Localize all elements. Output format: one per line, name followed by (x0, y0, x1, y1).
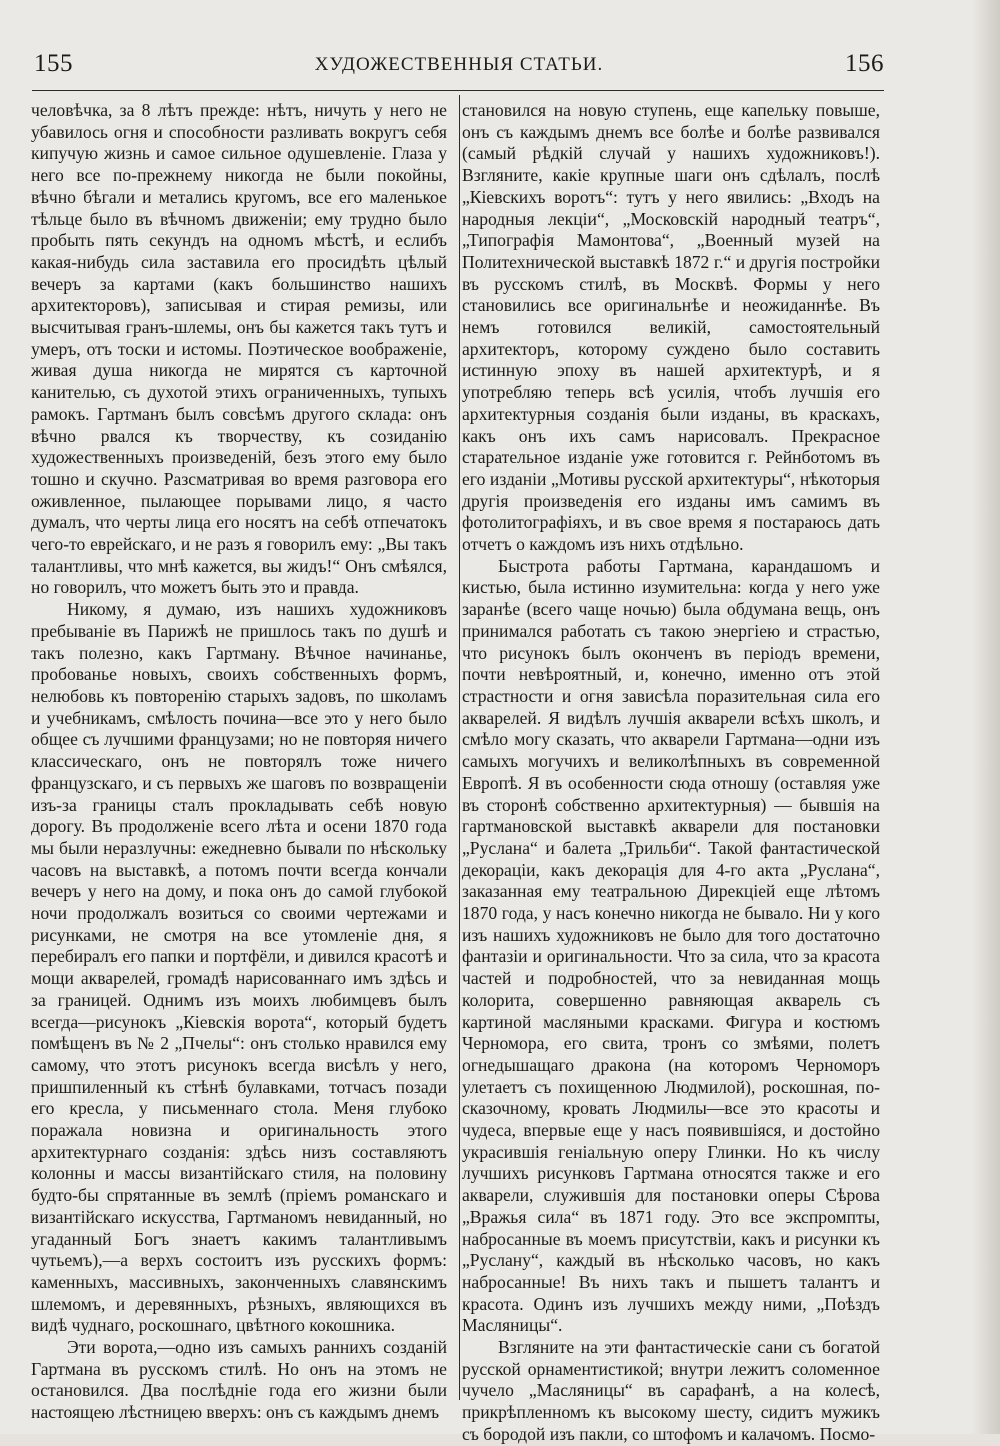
page-number-right: 156 (845, 50, 884, 77)
right-paragraph-3: Взгляните на эти фантастическіе сани съ богатой русской орнаментистикой; внутри лежитъ соломенное чучело „Масляницы“ въ сарафанѣ, а на колесѣ, прикрѣпленномъ къ высокому шесту, сидитъ мужикъ съ бородой изъ пакли, со штофомъ и калачомъ. Посмо- (462, 1337, 880, 1444)
column-divider (459, 95, 460, 1400)
right-paragraph-2: Быстрота работы Гартмана, карандашомъ и кистью, была истинно изумительна: когда у него уже заранѣе (всего чаще ночью) была обдумана вещь, онъ принимался работать съ такою энергіею и страстью, что рисунокъ былъ оконченъ въ періодъ времени, почти невѣроятный, и, конечно, именно отъ этой страстности и огня зависѣла поразительная сила его акварелей. Я видѣлъ лучшія акварели всѣхъ школъ, и смѣло могу сказать, что акварели Гартмана—одни изъ самыхъ могучихъ и великолѣпныхъ въ современной Европѣ. Я въ особенности сюда отношу (оставляя уже въ сторонѣ собственно архитектурныя) — бывшія на гартмановской выставкѣ акварели для постановки „Руслана“ и балета „Трильби“. Такой фантастической декораціи, какъ декорація для 4-го акта „Руслана“, заказанная ему театральною Дирекціей еще лѣтомъ 1870 года, у насъ конечно никогда не бывало. Ни у кого изъ нашихъ художниковъ не было для того достаточно фантазіи и оригинальности. Что за сила, что за красота частей и подробностей, что за невиданная мощь колорита, совершенно равняющая акварель съ картиной масляными красками. Фигура и костюмъ Черномора, его свита, тронъ со змѣями, полетъ огнедышащаго дракона (на которомъ Черноморъ улетаетъ съ похищенною Людмилой), роскошная, по-сказочному, кровать Людмилы—все это красоты и чудеса, впервые еще у насъ появившіяся, и достойно украсившія геніальную оперу Глинки. Но къ числу лучшихъ рисунковъ Гартмана относятся также и его акварели, служившія для постановки оперы Сѣрова „Вражья сила“ въ 1871 году. Это все экспромпты, набросанные въ моемъ присутствіи, какъ и рисунки къ „Руслану“, каждый въ нѣсколько часовъ, но какъ набросанные! Въ нихъ такъ и пышетъ талантъ и красота. Одинъ изъ лучшихъ между ними, „Поѣздъ Масляницы“. (462, 555, 880, 1336)
left-paragraph-1: человѣчка, за 8 лѣтъ прежде: нѣтъ, ничуть у него не убавилось огня и способности разливать вокругъ себя кипучую жизнь и самое сильное одушевленіе. Глаза у него все по-прежнему никогда не были покойны, вѣчно бѣгали и метались кругомъ, все его маленькое тѣльце было въ вѣчномъ движеніи; ему трудно было пробыть пять секундъ на одномъ мѣстѣ, и еслибъ какая-нибудь сила заставила его просидѣть цѣлый вечеръ за картами (какъ большинство нашихъ архитекторовъ), записывая и стирая ремизы, или высчитывая гранъ-шлемы, онъ бы кажется такъ тутъ и умеръ, отъ тоски и истомы. Поэтическое воображеніе, живая душа никогда не мирятся съ карточной канителью, съ духотой этихъ ограниченныхъ, тупыхъ рамокъ. Гартманъ былъ совсѣмъ другого склада: онъ вѣчно рвался къ творчеству, къ созиданію художественныхъ произведеній, безъ этого ему было тошно и скучно. Разсматривая во время разговора его оживленное, пылающее порывами лицо, я часто думалъ, что черты лица его носятъ на себѣ отпечатокъ чего-то еврейскаго, и не разъ я говорилъ ему: „Вы такъ талантливы, что мнѣ кажется, вы жидъ!“ Онъ смѣялся, но говорилъ, что можетъ быть это и правда. (31, 100, 447, 598)
page-number-left: 155 (34, 50, 73, 77)
header-rule (32, 90, 884, 91)
left-paragraph-3: Эти ворота,—одно изъ самыхъ раннихъ созданій Гартмана въ русскомъ стилѣ. Но онъ на этомъ не остановился. Два послѣдніе года его жизни были настоящею лѣстницею вверхъ: онъ съ каждымъ днемъ (31, 1337, 447, 1423)
running-title: ХУДОЖЕСТВЕННЫЯ СТАТЬИ. (314, 54, 604, 75)
page-edge-shadow (972, 0, 1000, 1434)
left-paragraph-2: Никому, я думаю, изъ нашихъ художниковъ пребываніе въ Парижѣ не пришлось такъ по душѣ и такъ полезно, какъ Гартману. Вѣчное начинанье, пробованье новыхъ, своихъ собственныхъ формъ, нелюбовь къ повторенію старыхъ задовъ, по школамъ и учебникамъ, смѣлость почина—все это у него было общее съ лучшими французами; но не повторяя ничего классическаго, онъ не повторялъ тоже ничего французскаго, и съ первыхъ же шаговъ по возвращеніи изъ-за границы сталъ прокладывать себѣ новую дорогу. Въ продолженіе всего лѣта и осени 1870 года мы были неразлучны: ежедневно бывали по нѣскольку часовъ на выставкѣ, а потомъ почти всегда кончали вечеръ у него на дому, и пока онъ до самой глубокой ночи продолжалъ возиться со своими чертежами и рисунками, не смотря на все утомленіе дня, я перебиралъ его папки и портфёли, и дивился красотѣ и мощи акварелей, громадѣ нарисованнаго имъ здѣсь и за границей. Однимъ изъ моихъ любимцевъ былъ всегда—рисунокъ „Кіевскія ворота“, который будетъ помѣщенъ въ № 2 „Пчелы“: онъ столько нравился ему самому, что этотъ рисунокъ всегда висѣлъ у него, пришпиленный къ стѣнѣ булавками, тотчасъ позади его кресла, у письменнаго стола. Меня глубоко поражала новизна и оригинальность этого архитектурнаго созданія: здѣсь низъ составляютъ колонны и массы византійскаго стиля, на половину будто-бы спрятанные въ землѣ (пріемъ романскаго и византійскаго искусства, Гартманомъ невиданный, но угаданный Богъ знаетъ какимъ талантливымъ чутьемъ),—а верхъ состоитъ изъ русскихъ формъ: каменныхъ, массивныхъ, законченныхъ славянскимъ шлемомъ, и деревянныхъ, рѣзныхъ, являющихся въ видѣ чуднаго, роскошнаго, цвѣтного кокошника. (31, 599, 447, 1336)
page-header (34, 50, 884, 84)
right-column (462, 100, 880, 1446)
right-paragraph-1: становился на новую ступень, еще капельку повыше, онъ съ каждымъ днемъ все болѣе и болѣе развивался (самый рѣдкій случай у нашихъ художниковъ!). Взгляните, какіе крупные шаги онъ сдѣлалъ, послѣ „Кіевскихъ воротъ“: тутъ у него явились: „Входъ на народныя лекціи“, „Московскій народный театръ“, „Типографія Мамонтова“, „Военный музей на Политехнической выставкѣ 1872 г.“ и другія постройки въ русскомъ стилѣ, въ Москвѣ. Формы у него становились все оригинальнѣе и неожиданнѣе. Въ немъ готовился великій, самостоятельный архитекторъ, которому суждено было составить истинную эпоху въ нашей архитектурѣ, и я употребляю теперь всѣ усилія, чтобъ лучшія его архитектурныя созданія были изданы, въ краскахъ, какъ онъ ихъ самъ нарисовалъ. Прекрасное старательное изданіе уже готовится г. Рейнботомъ въ его изданіи „Мотивы русской архитектуры“, нѣкоторыя другія произведенія его изданы имъ самимъ въ фотолитографіяхъ, и въ свое время я постараюсь дать отчетъ о каждомъ изъ нихъ отдѣльно. (462, 100, 880, 555)
left-column (31, 100, 447, 1424)
